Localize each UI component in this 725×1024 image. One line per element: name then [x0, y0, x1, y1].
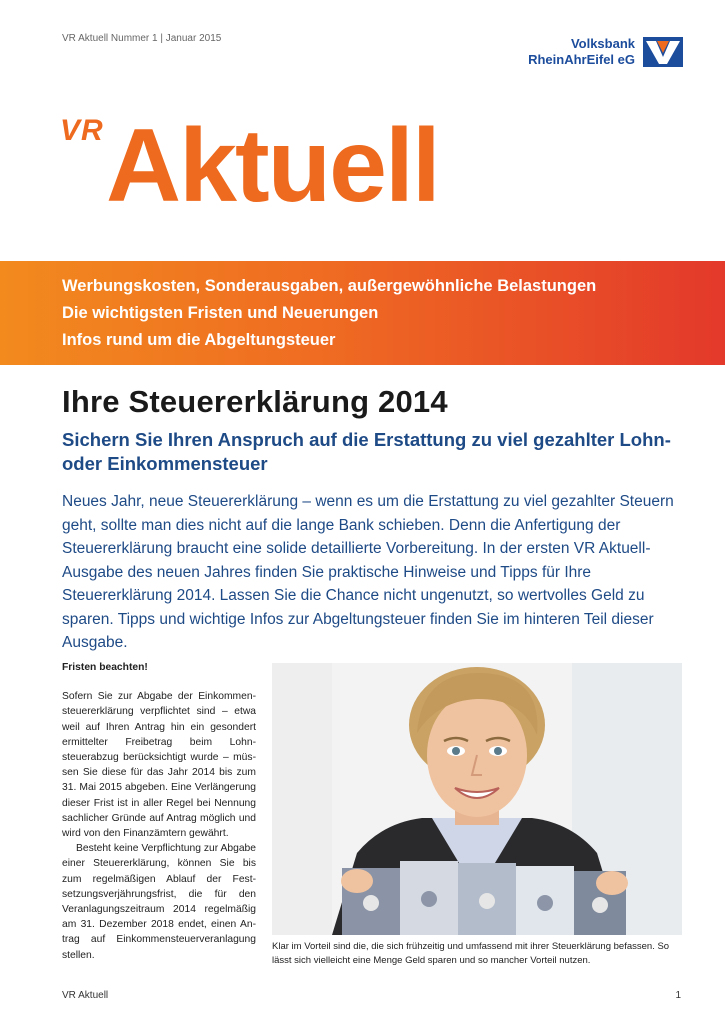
- topics-banner: [0, 261, 725, 365]
- article-photo: [272, 663, 682, 935]
- sidebar-paragraph: Sofern Sie zur Abgabe der Einkommensteuererklärung verpflichtet sind – etwa weil auf Ihren Antrag hin ein gesondert ermittelter Freibetrag beim Lohnsteuerabzug berücksichtigt wurde – müssen Sie diese für das Jahr 2014 bis zum 31. Mai 2015 abgeben. Eine Verlängerung dieser Frist ist in aller Regel bei Nennung sachlicher Gründe auf Antrag möglich und wird von den Finanzämtern gewährt.: [62, 691, 256, 840]
- photo-caption: Klar im Vorteil sind die, die sich frühzeitig und umfassend mit ihrer Steuerklärung befassen. So lässt sich vielleicht eine Menge Geld sparen und so mancher Vorteil nutzen.: [272, 941, 670, 966]
- woman-with-binders-illustration: [272, 663, 682, 935]
- article-lead: Neues Jahr, neue Steuererklärung – wenn es um die Erstattung zu viel gezahlter Steuern geht, sollte man dies nicht auf die lange Bank schieben. Denn die Anfertigung der Steuererklärung braucht eine solide detaillierte Vorbereitung. In der ersten VR Aktuell-Ausgabe des neuen Jahres finden Sie praktische Hinweise und Tipps für Ihre Steuererklärung 2014. Lassen Sie die Chance nicht ungenutzt, so wertvolles Geld zu sparen. Tipps und wichtige Infos zur Abgeltungsteuer finden Sie im hinteren Teil dieser Ausgabe.: [62, 493, 674, 651]
- sidebar-column: [62, 660, 256, 963]
- article-subhead: Sichern Sie Ihren Anspruch auf die Erstattung zu viel gezahlter Lohn- oder Einkommensteuer: [62, 429, 671, 474]
- bank-name-line1: Volksbank: [570, 36, 635, 51]
- masthead: [60, 108, 580, 236]
- volksbank-logo-icon: [643, 37, 683, 67]
- issue-line: VR Aktuell Nummer 1 | Januar 2015: [62, 33, 222, 44]
- topic-item: Infos rund um die Abgeltungsteuer: [62, 331, 336, 349]
- article-headline: Ihre Steuererklärung 2014: [62, 384, 448, 419]
- bank-branding: [528, 36, 683, 68]
- topic-item: Die wichtigsten Fristen und Neuerungen: [62, 304, 379, 322]
- sidebar-paragraph: Besteht keine Verpflichtung zur Abgabe einer Steuererklärung, können Sie bis zum regelmäßigen Ablauf der Festsetzungsverjährungsfrist, die für den Veranlagungszeitraum 2014 regelmäßig am 31. Dezember 2018 endet, einen Antrag auf Einkommensteuerveranlagung stellen.: [62, 843, 256, 961]
- bank-name: [528, 36, 635, 68]
- footer-publication: VR Aktuell: [62, 990, 109, 1001]
- bank-name-line2: RheinAhrEifel eG: [528, 52, 635, 67]
- page-number: 1: [675, 990, 681, 1001]
- masthead-title: Aktuell: [106, 108, 439, 224]
- topics-list: [0, 261, 725, 354]
- masthead-prefix: VR: [60, 114, 104, 147]
- topic-item: Werbungskosten, Sonderausgaben, außergewöhnliche Belastungen: [62, 277, 597, 295]
- sidebar-heading: Fristen beachten!: [62, 662, 148, 673]
